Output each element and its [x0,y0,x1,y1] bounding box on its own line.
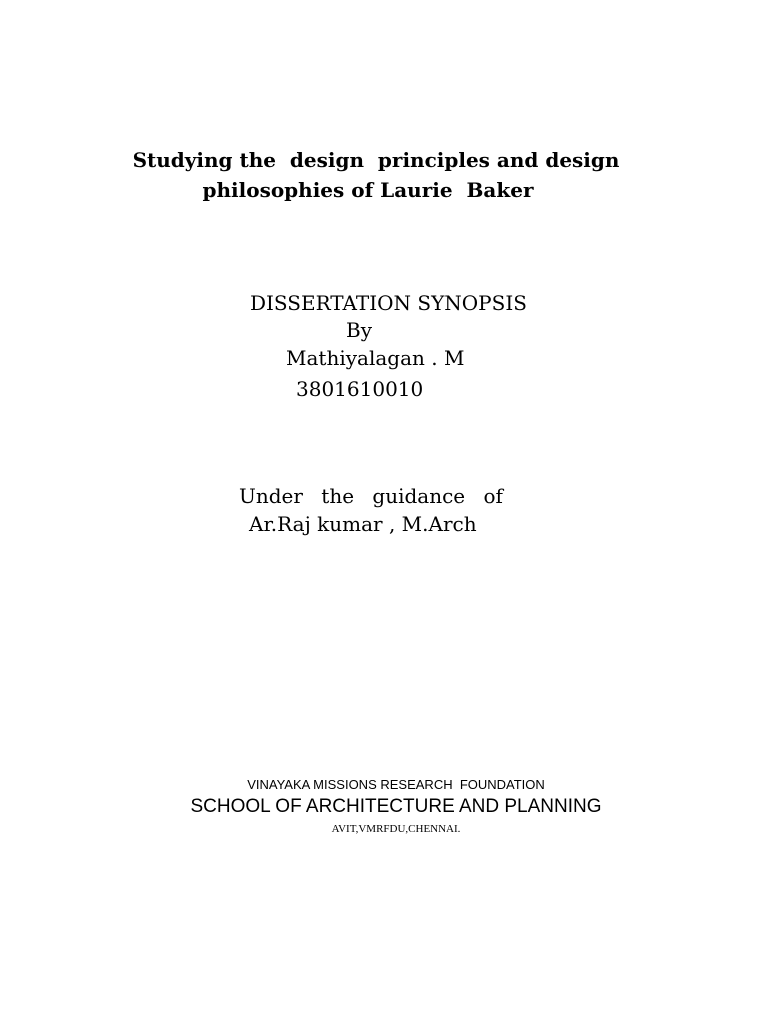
by-label: By [346,318,372,342]
guide-name: Ar.Raj kumar , M.Arch [249,512,477,536]
register-number: 3801610010 [296,377,424,401]
document-type: DISSERTATION SYNOPSIS [250,291,527,315]
title-line-2: philosophies of Laurie Baker [202,178,534,202]
foundation-name: VINAYAKA MISSIONS RESEARCH FOUNDATION [247,777,545,792]
institution-address: AVIT,VMRFDU,CHENNAI. [331,823,461,835]
guidance-label: Under the guidance of [239,484,503,508]
school-name: SCHOOL OF ARCHITECTURE AND PLANNING [190,796,602,817]
author-name: Mathiyalagan . M [286,346,465,370]
title-line-1: Studying the design principles and design [132,148,620,172]
